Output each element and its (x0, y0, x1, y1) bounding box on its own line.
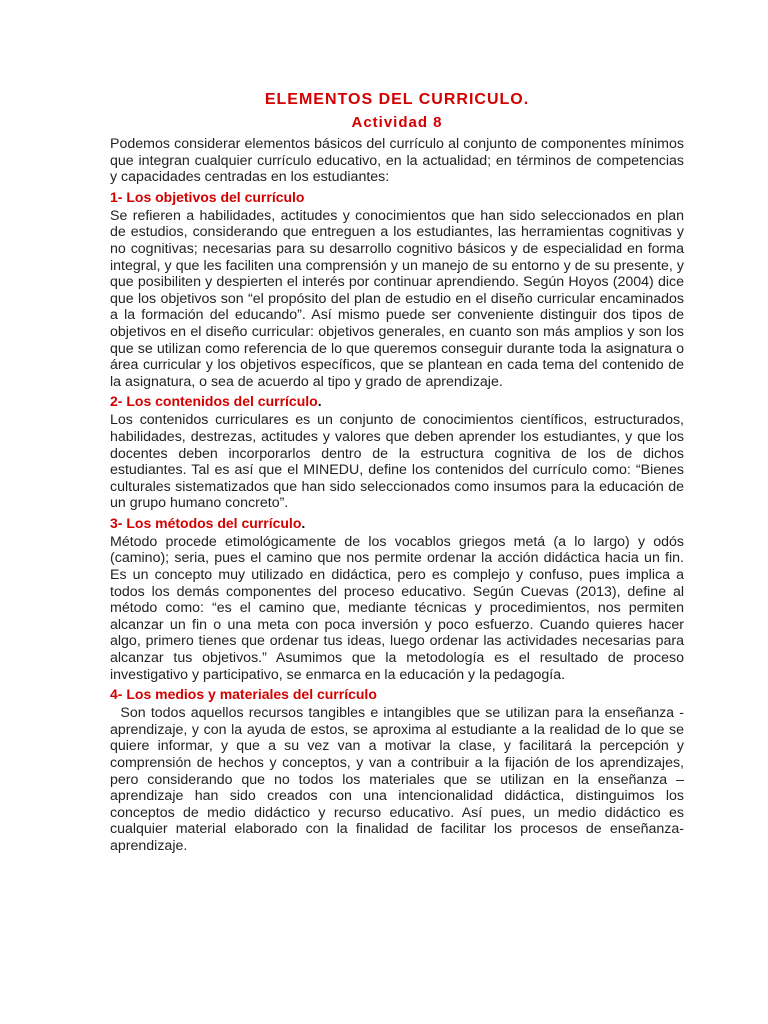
section-body: Los contenidos curriculares es un conjunto de conocimientos científicos, estructurados, habilidades, destrezas, actitudes y valores que deben aprender los estudiantes, y que los docentes deben incorporarlos dentro de la estructura cognitiva de los de dichos estudiantes. Tal es así que el MINEDU, define los contenidos del currículo como: “Bienes culturales sistematizados que han sido seleccionados como insumos para la educación de un grupo humano concreto”. (110, 412, 684, 512)
section-heading-text: 1- Los objetivos del currículo (110, 188, 305, 205)
section-heading-text: 3- Los métodos del currículo (110, 514, 302, 531)
section-metodos (110, 514, 684, 683)
section-objetivos (110, 188, 684, 391)
section-heading-suffix: . (301, 514, 306, 531)
document-page (110, 88, 688, 857)
section-heading (110, 685, 684, 703)
intro-paragraph: Podemos considerar elementos básicos del currículo al conjunto de componentes mínimos que integran cualquier currículo educativo, en la actualidad; en términos de competencias y capacidades centradas en los estudiantes: (110, 136, 684, 186)
document-subtitle: Actividad 8 (351, 114, 443, 131)
section-heading-text: 4- Los medios y materiales del currículo (110, 686, 377, 703)
section-body: Se refieren a habilidades, actitudes y conocimientos que han sido seleccionados en plan de estudios, considerando que entreguen a los estudiantes, las herramientas cognitivas y no cognitivas; necesarias para su desarrollo cognitivo básicos y de especialidad en forma integral, y que les faciliten una comprensión y un manejo de su entorno y de su presente, y que posibiliten y despierten el interés por continuar aprendiendo. Según Hoyos (2004) dice que los objetivos son “el propósito del plan de estudio en el diseño curricular encaminados a la formación del educando”. Así mismo puede ser conveniente distinguir dos tipos de objetivos en el diseño curricular: objetivos generales, en cuanto son más amplios y son los que se utilizan como referencia de lo que queremos conseguir durante toda la asignatura o área curricular y los objetivos específicos, que se plantean en cada tema del contenido de la asignatura, o sea de acuerdo al tipo y grado de aprendizaje. (110, 207, 684, 390)
section-heading (110, 188, 684, 206)
section-heading (110, 392, 684, 410)
document-title: ELEMENTOS DEL CURRICULO. (264, 91, 530, 108)
section-body: Son todos aquellos recursos tangibles e intangibles que se utilizan para la enseñanza - aprendizaje, y con la ayuda de estos, se aproxima al estudiante a la realidad de lo que se quiere informar, y que a su vez van a motivar la clase, y facilitará la percepción y comprensión de hechos y conceptos, y van a contribuir a la fijación de los aprendizajes, pero considerando que no todos los materiales que se utilizan en la enseñanza –aprendizaje han sido creados con una intencionalidad didáctica, distinguimos los conceptos de medio didáctico y recurso educativo. Así pues, un medio didáctico es cualquier material elaborado con la finalidad de facilitar los procesos de enseñanza-aprendizaje. (110, 705, 688, 854)
section-medios (110, 685, 688, 854)
section-body: Método procede etimológicamente de los vocablos griegos metá (a lo largo) y odós (camino); seria, pues el camino que nos permite ordenar la acción didáctica hacia un fin. Es un concepto muy utilizado en didáctica, pero es complejo y confuso, pues implica a todos los demás componentes del proceso educativo. Según Cuevas (2013), define al método como: “es el camino que, mediante técnicas y procedimientos, nos permiten alcanzar un fin o una meta con poca inversión y poco esfuerzo. Cuando quieres hacer algo, primero tienes que ordenar tus ideas, luego ordenar las actividades necesarias para alcanzar tus objetivos.” Asumimos que la metodología es el resultado de proceso investigativo y participativo, se enmarca en la educación y la pedagogía. (110, 533, 684, 683)
section-heading-text: 2- Los contenidos del currículo (110, 393, 318, 410)
section-contenidos (110, 392, 684, 512)
section-heading-suffix: . (317, 393, 322, 410)
section-heading (110, 514, 684, 532)
